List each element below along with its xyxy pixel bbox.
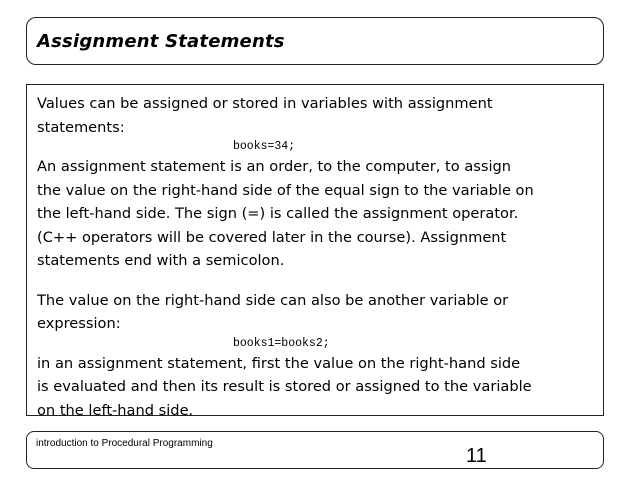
slide-body: [37, 92, 603, 422]
paragraph-gap: [37, 273, 603, 289]
body-line: statements:: [37, 118, 125, 136]
body-line: the left-hand side. The sign (=) is called the assignment operator.: [37, 205, 519, 222]
body-line: Values can be assigned or stored in variables with assignment: [37, 95, 493, 112]
code-example: books1=books2;: [233, 336, 330, 350]
body-line: An assignment statement is an order, to the computer, to assign: [37, 158, 512, 175]
slide-title: Assignment Statements: [37, 31, 285, 52]
body-line: The value on the right-hand side can also be another variable or: [37, 291, 509, 309]
title-box: [26, 17, 604, 65]
body-line: on the left-hand side.: [37, 401, 194, 419]
body-line: the value on the right-hand side of the equal sign to the variable on: [37, 181, 534, 199]
footer-box: [26, 431, 604, 469]
body-line: in an assignment statement, first the value on the right-hand side: [37, 354, 521, 372]
content-box: [26, 84, 604, 419]
body-line: statements end with a semicolon.: [37, 252, 285, 269]
body-line: (C++ operators will be covered later in the course). Assignment: [37, 228, 507, 246]
body-line: is evaluated and then its result is stored or assigned to the variable: [37, 378, 532, 395]
page-number: 11: [466, 445, 487, 467]
body-line: expression:: [37, 315, 121, 332]
course-name: introduction to Procedural Programming: [36, 438, 213, 449]
code-example: books=34;: [233, 140, 296, 153]
